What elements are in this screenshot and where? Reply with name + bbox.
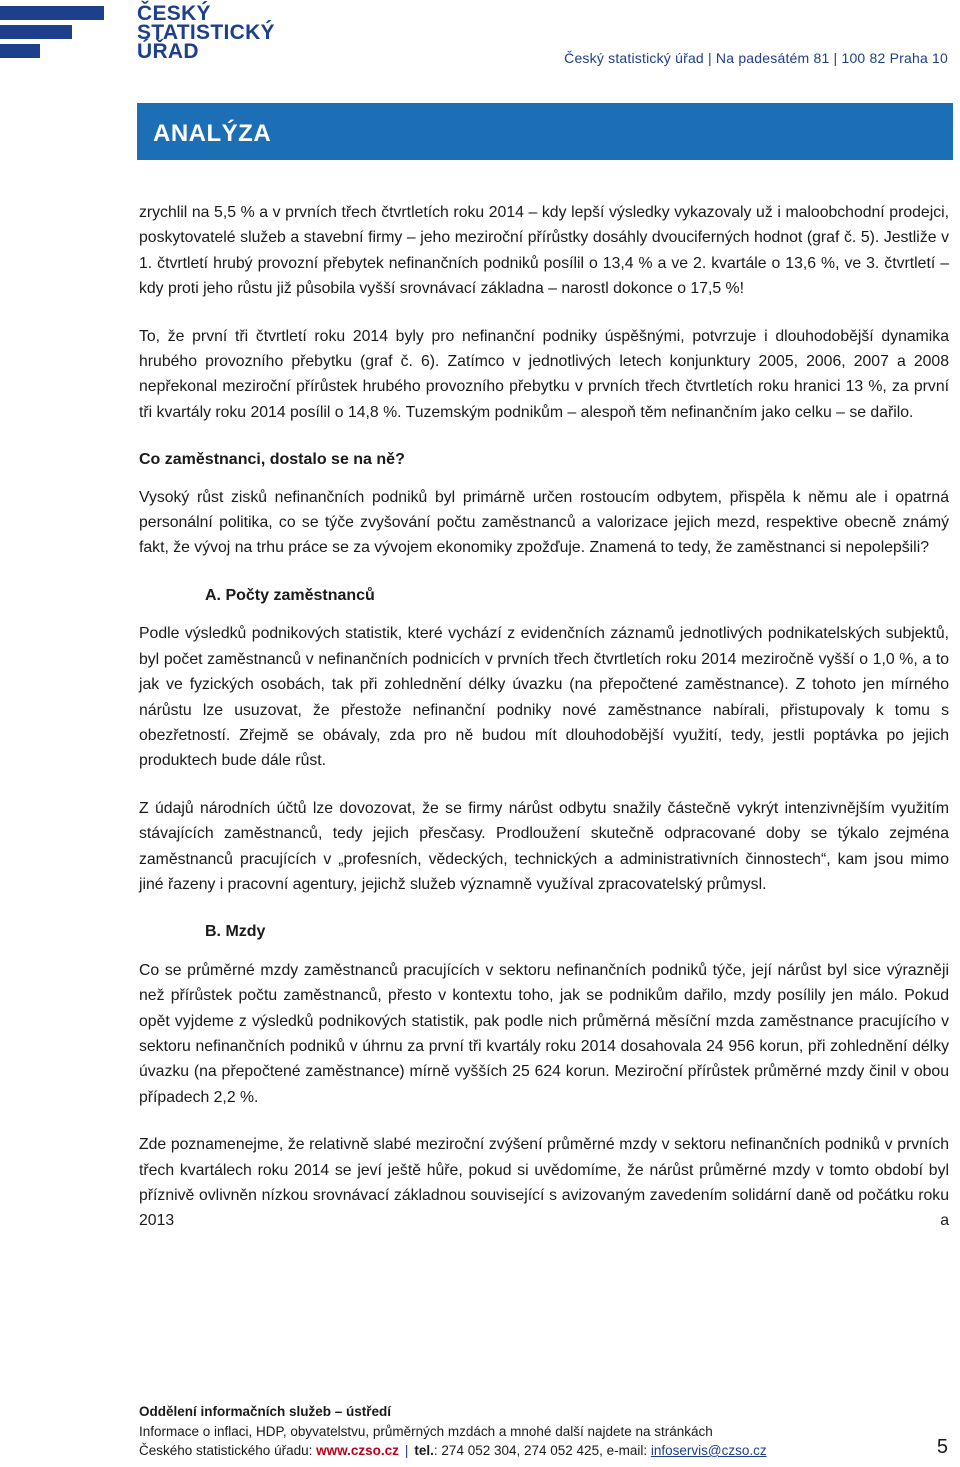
- paragraph: Vysoký růst zisků nefinančních podniků byl primárně určen rostoucím odbytem, přispěla k němu ale i opatrná personální politika, co se týče zvyšování počtu zaměstnanců a valorizace jejich mezd, respektive obecně známý fakt, že vývoj na trhu práce se za vývojem ekonomiky zpožďuje. Znamená to tedy, že zaměstnanci si nepolepšili?: [139, 488, 949, 557]
- banner-title: ANALÝZA: [153, 120, 272, 147]
- tel-label: tel.: [414, 1443, 434, 1458]
- footer-prefix: Českého statistického úřadu:: [139, 1443, 317, 1458]
- paragraph: zrychlil na 5,5 % a v prvních třech čtvrtletích roku 2014 – kdy lepší výsledky vykazovaly už i maloobchodní prodejci, poskytovatelé služeb a stavební firmy – jeho meziroční přírůstky dosáhly dvouciferných hodnot (graf č. 5). Jestliže v 1. čtvrtletí hrubý provozní přebytek nefinančních podniků posílil o 13,4 % a ve 2. kvartále o 13,6 %, ve 3. čtvrtletí – kdy proti jeho růstu již působila vyšší srovnávací základna – narostl dokonce o 17,5 %!: [139, 204, 949, 298]
- page-footer: [139, 1402, 951, 1461]
- paragraph: Zde poznamenejme, že relativně slabé meziroční zvýšení průměrné mzdy v sektoru nefinančních podniků v prvních třech kvartálech roku 2014 se jeví ještě hůře, pokud si uvědomíme, že nárůst průměrné mzdy v tomto období byl příznivě ovlivněn nízkou srovnávací základnou související s avizovaným zavedením solidární daně od počátku roku 2013 a: [139, 1136, 949, 1230]
- footer-info: Informace o inflaci, HDP, obyvatelstvu, průměrných mzdách a mnohé další najdete na stránkách: [139, 1423, 713, 1439]
- footer-separator: |: [404, 1443, 409, 1458]
- subsection-heading: B. Mzdy: [205, 923, 266, 941]
- section-banner: [137, 103, 953, 160]
- logo-line: ÚŘAD: [137, 40, 199, 63]
- section-heading: Co zaměstnanci, dostalo se na ně?: [139, 451, 405, 469]
- paragraph: Co se průměrné mzdy zaměstnanců pracujících v sektoru nefinančních podniků týče, její nárůst byl sice výrazněji než přírůstek počtu zaměstnanců, přesto v kontextu toho, jak se podnikům dařilo, mzdy posílily jen málo. Pokud opět vyjdeme z výsledků podnikových statistik, pak podle nich průměrná měsíční mzda zaměstnance pracujícího v sektoru nefinančních podniků v úhrnu za první tři kvartály roku 2014 dosahovala 24 956 korun, při zohlednění délky úvazku (na přepočtené zaměstnance) mírně vyšších 25 624 korun. Meziroční přírůstek průměrné mzdy činil v obou případech 2,2 %.: [139, 961, 949, 1106]
- page-number: 5: [936, 1436, 948, 1458]
- czso-logo-text: [137, 4, 275, 61]
- email-link[interactable]: infoservis@czso.cz: [650, 1443, 767, 1458]
- paragraph: Z údajů národních účtů lze dovozovat, že se firmy nárůst odbytu snažily částečně vykrýt intenzivnějším využitím stávajících zaměstnanců, tedy jejich přesčasy. Prodloužení skutečně odpracované doby se týkalo zejména zaměstnanců pracujících v „profesních, vědeckých, technických a administrativních činnostech“, kam jsou mimo jiné řazeny i pracovní agentury, jejichž služeb významně využíval zpracovatelský průmysl.: [139, 799, 949, 893]
- article-body: [139, 200, 949, 1256]
- page-header: [0, 0, 960, 80]
- paragraph: To, že první tři čtvrtletí roku 2014 byly pro nefinanční podniky úspěšnými, potvrzuje i dlouhodobější dynamika hrubého provozního přebytku (graf č. 6). Zatímco v jednotlivých letech konjunktury 2005, 2006, 2007 a 2008 nepřekonal meziroční přírůstek hrubého provozního přebytku v prvních třech čtvrtletích roku hranici 13 %, za první tři kvartály roku 2014 posílil o 14,8 %. Tuzemským podnikům – alespoň těm nefinančním jako celku – se dařilo.: [139, 327, 949, 421]
- footer-contacts: [139, 1441, 951, 1461]
- logo-line: ČESKÝ: [137, 2, 211, 25]
- header-address: Český statistický úřad | Na padesátém 81 | 100 82 Praha 10: [564, 50, 948, 66]
- website-link[interactable]: www.czso.cz: [316, 1443, 399, 1458]
- paragraph: Podle výsledků podnikových statistik, které vychází z evidenčních záznamů jednotlivých podnikatelských subjektů, byl počet zaměstnanců v nefinančních podnicích v prvních třech čtvrtletích roku 2014 meziročně vyšší o 1,0 %, a to jak ve fyzických osobách, tak při zohlednění délky úvazku (na přepočtené zaměstnance). Z tohoto jen mírného nárůstu lze usuzovat, že přestože nefinanční podniky nové zaměstnance nabírali, přistupovaly k tomu s obezřetností. Zřejmě se obávaly, zda pro ně budou mít dlouhodobější využití, tedy, jestli poptávka po jejich produktech bude dále růst.: [139, 625, 949, 770]
- footer-department: Oddělení informačních služeb – ústředí: [139, 1404, 392, 1419]
- czso-logo-mark: [0, 6, 104, 58]
- subsection-heading: A. Počty zaměstnanců: [205, 586, 375, 604]
- tel-numbers: : 274 052 304, 274 052 425, e-mail:: [433, 1443, 651, 1458]
- logo-line: STATISTICKÝ: [137, 21, 275, 44]
